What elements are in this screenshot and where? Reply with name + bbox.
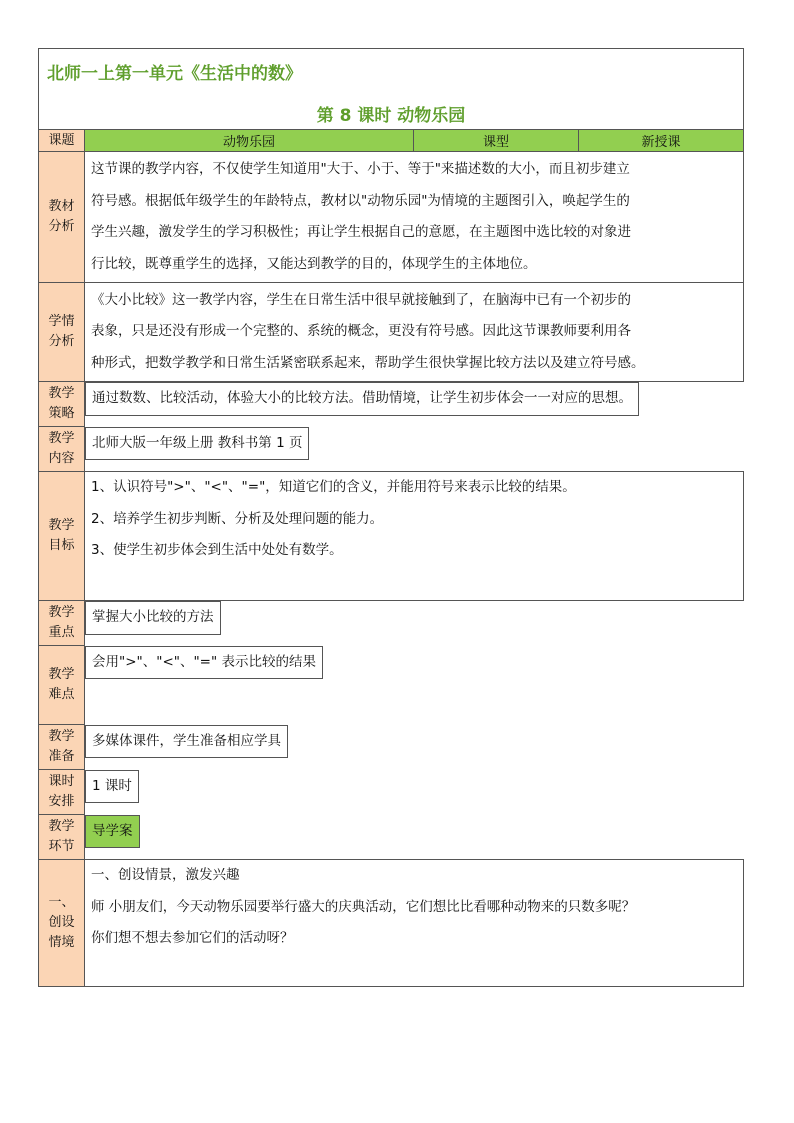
material-line: 行比较，既尊重学生的选择，又能达到教学的目的，体现学生的主体地位。 (91, 255, 537, 272)
goals-row (39, 472, 744, 601)
lesson-plan-table (38, 48, 744, 987)
material-line: 学生兴趣，激发学生的学习积极性；再让学生根据自己的意愿，在主题图中选比较的对象进 (91, 224, 631, 240)
material-text (85, 152, 744, 283)
difficulty-label: 教学 难点 (39, 646, 85, 725)
material-label: 教材 分析 (39, 152, 85, 283)
learner-label: 学情 分析 (39, 283, 85, 382)
lesson-title: 第 8 课时 动物乐园 (316, 106, 466, 126)
series-title: 北师一上第一单元《生活中的数》 (47, 64, 302, 84)
preparation-row (39, 725, 744, 770)
section1-text (85, 860, 744, 987)
strategy-text: 通过数数、比较活动，体验大小的比较方法。借助情境，让学生初步体会一一对应的思想。 (85, 382, 639, 416)
section1-label: 一、 创设 情境 (39, 860, 85, 987)
info-row (39, 130, 744, 152)
learner-row (39, 283, 744, 382)
schedule-label: 课时 安排 (39, 770, 85, 815)
material-row (39, 152, 744, 283)
content-text: 北师大版一年级上册 教科书第 1 页 (85, 427, 309, 461)
learner-line: 《大小比较》这一教学内容，学生在日常生活中很早就接触到了，在脑海中已有一个初步的 (91, 291, 631, 308)
learner-line: 表象，只是还没有形成一个完整的、系统的概念，更没有符号感。因此这节课教师要利用各 (91, 323, 631, 340)
section1-row (39, 860, 744, 987)
key-point-text: 掌握大小比较的方法 (85, 601, 221, 635)
type-value: 新授课 (579, 130, 744, 152)
goal-item: 1、认识符号">"、"<"、"="，知道它们的含义，并能用符号来表示比较的结果。 (91, 479, 576, 495)
key-point-row (39, 601, 744, 646)
goals-text (85, 472, 744, 601)
lesson-plan-document (38, 48, 743, 987)
schedule-row (39, 770, 744, 815)
topic-value: 动物乐园 (85, 130, 414, 152)
content-label: 教学 内容 (39, 427, 85, 472)
topic-label: 课题 (39, 130, 85, 152)
key-point-label: 教学 重点 (39, 601, 85, 646)
section1-line: 一、创设情景，激发兴趣 (91, 867, 240, 883)
strategy-label: 教学 策略 (39, 382, 85, 427)
goal-item: 3、使学生初步体会到生活中处处有数学。 (91, 542, 343, 558)
preparation-label: 教学 准备 (39, 725, 85, 770)
type-label: 课型 (414, 130, 579, 152)
content-row (39, 427, 744, 472)
preparation-text: 多媒体课件，学生准备相应学具 (85, 725, 288, 759)
process-text: 导学案 (85, 815, 140, 849)
schedule-text: 1 课时 (85, 770, 139, 804)
section1-line: 师 小朋友们，今天动物乐园要举行盛大的庆典活动，它们想比比看哪种动物来的只数多呢？ (91, 898, 636, 915)
material-line: 符号感。根据低年级学生的年龄特点，教材以"动物乐园"为情境的主题图引入，唤起学生的 (91, 192, 630, 209)
process-row (39, 815, 744, 860)
strategy-row (39, 382, 744, 427)
learner-text (85, 283, 744, 382)
goal-item: 2、培养学生初步判断、分析及处理问题的能力。 (91, 510, 384, 527)
material-line: 这节课的教学内容，不仅使学生知道用"大于、小于、等于"来描述数的大小，而且初步建立 (91, 161, 630, 177)
difficulty-row (39, 646, 744, 725)
section1-line: 你们想不想去参加它们的活动呀？ (91, 930, 294, 946)
difficulty-text: 会用">"、"<"、"=" 表示比较的结果 (85, 646, 323, 680)
learner-line: 种形式，把数学教学和日常生活紧密联系起来，帮助学生很快掌握比较方法以及建立符号感。 (91, 354, 645, 371)
title-block (39, 49, 744, 130)
goals-label: 教学 目标 (39, 472, 85, 601)
process-label: 教学 环节 (39, 815, 85, 860)
